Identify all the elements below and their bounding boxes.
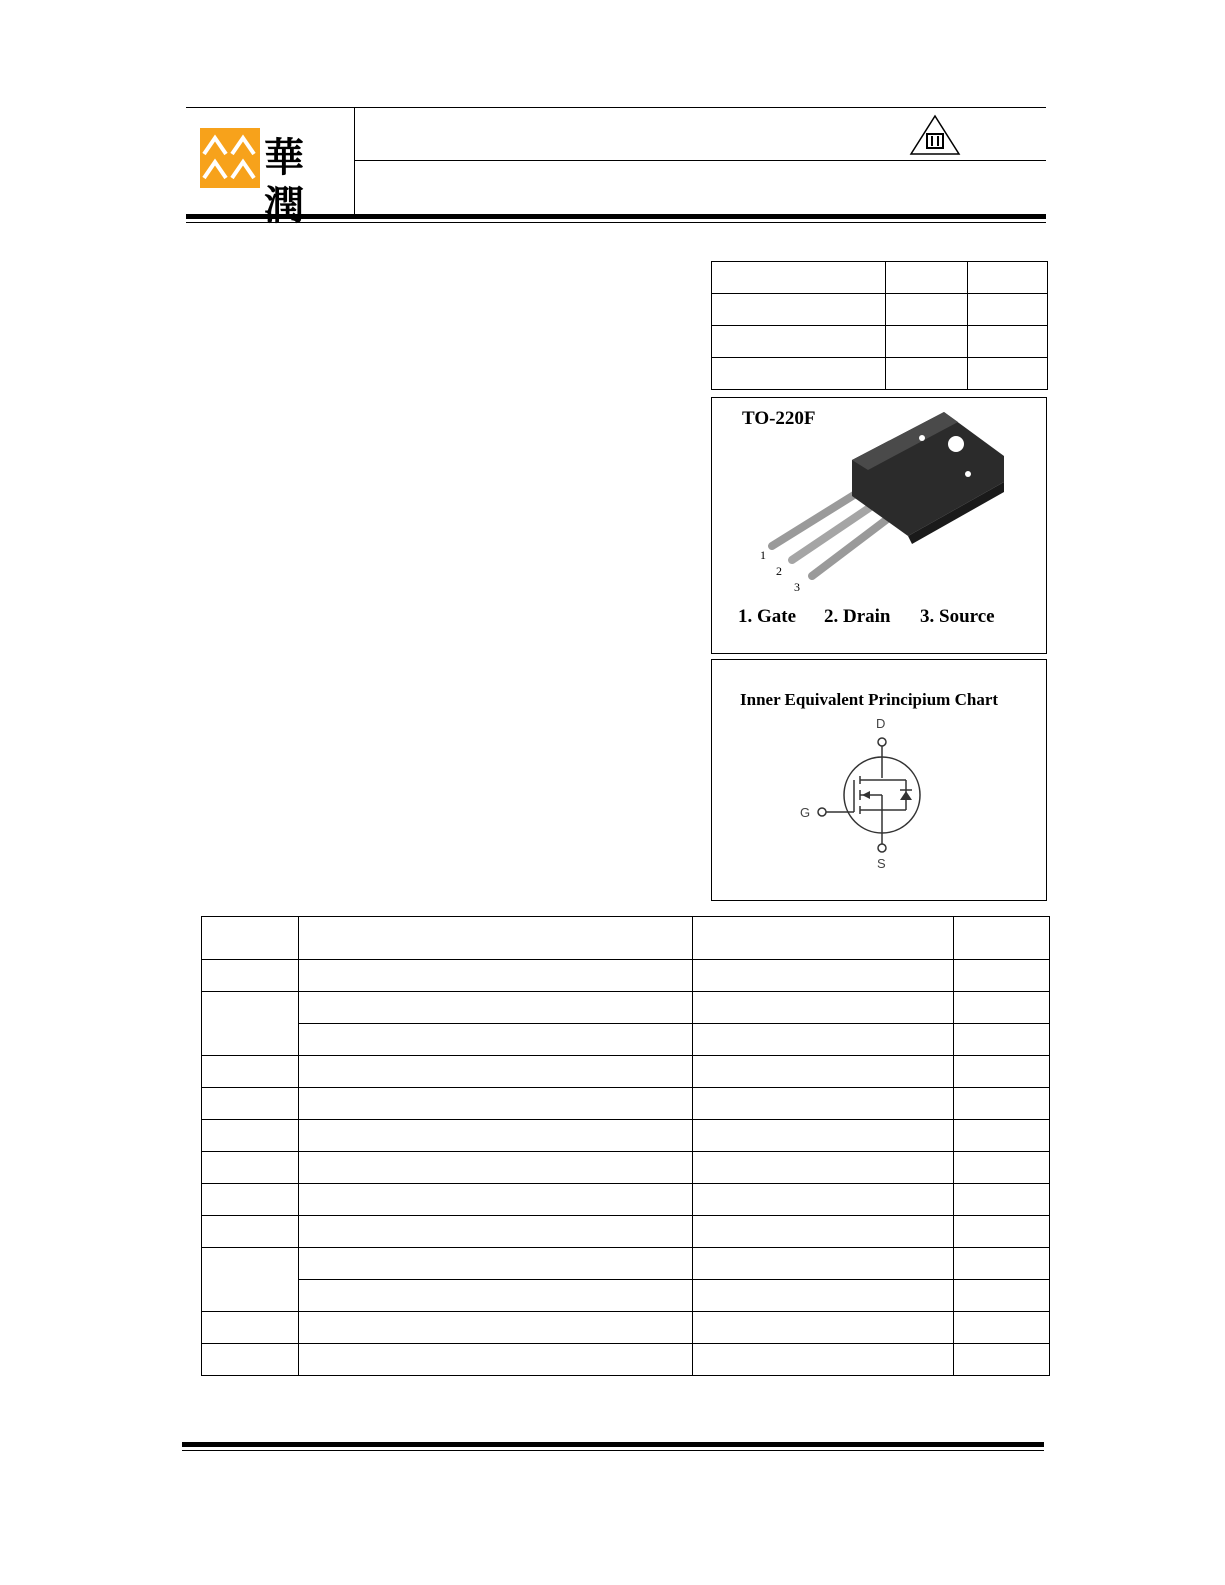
table-row <box>202 1024 1050 1056</box>
company-logo <box>200 128 338 229</box>
header-top-rule <box>186 107 1046 108</box>
table-row <box>202 1312 1050 1344</box>
gate-terminal-label: G <box>800 805 811 820</box>
logo-text: 華潤 <box>264 134 302 229</box>
table-row <box>712 294 1048 326</box>
package-image-box <box>711 397 1047 654</box>
triangle-emblem-icon <box>905 112 965 158</box>
table-row <box>202 1344 1050 1376</box>
logo-chevrons-icon <box>200 128 260 188</box>
table-row <box>202 992 1050 1024</box>
brand-emblem <box>905 112 965 158</box>
pin-source-label: 3. Source <box>920 606 995 627</box>
equivalent-circuit-box <box>711 659 1047 901</box>
table-row <box>712 262 1048 294</box>
table-row <box>202 1248 1050 1280</box>
table-row <box>202 960 1050 992</box>
package-name: TO-220F <box>742 408 816 429</box>
table-row <box>202 1120 1050 1152</box>
pin-number: 2 <box>776 564 782 578</box>
logo-mark <box>200 128 260 188</box>
table-row <box>202 1088 1050 1120</box>
header-middle-rule <box>355 160 1046 161</box>
table-row <box>712 326 1048 358</box>
table-row <box>712 358 1048 390</box>
table-row <box>202 917 1050 960</box>
drain-terminal-label: D <box>876 716 886 731</box>
source-terminal-label: S <box>877 856 886 871</box>
table-row <box>202 1152 1050 1184</box>
table-row <box>202 1056 1050 1088</box>
pin-number: 1 <box>760 548 766 562</box>
table-row <box>202 1216 1050 1248</box>
pin-drain-label: 2. Drain <box>824 606 891 627</box>
footer-thin-rule <box>182 1450 1044 1451</box>
absolute-ratings-table <box>201 916 1050 1376</box>
header-divider <box>354 107 355 215</box>
pin-number: 3 <box>794 580 800 594</box>
spec-summary-table <box>711 261 1048 390</box>
chart-title: Inner Equivalent Principium Chart <box>740 690 999 709</box>
footer-thick-rule <box>182 1442 1044 1447</box>
table-row <box>202 1280 1050 1312</box>
pin-gate-label: 1. Gate <box>738 606 797 627</box>
table-row <box>202 1184 1050 1216</box>
